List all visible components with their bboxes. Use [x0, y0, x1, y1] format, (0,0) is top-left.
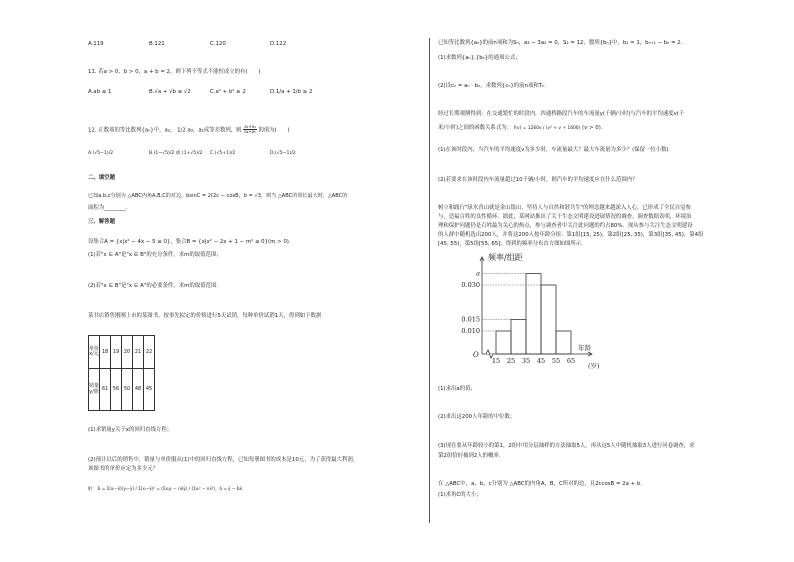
y-tick-label: 0.010: [461, 327, 480, 335]
table-cell: 61: [100, 369, 111, 411]
section-solve-heading: 三、解答题: [88, 219, 115, 225]
q11-choice-c: C.a² + b² ≥ 2: [210, 89, 246, 95]
q10-choice-d: D.122: [270, 41, 287, 47]
sol2-q2-line-2: 该图书的单价应定为多少元？: [88, 466, 159, 472]
sol2-stem: 某书店销售刚刚上市的某图书，按事先拟定的价格进行5天试销，每种单价试销1天，得到如下数据: [88, 313, 322, 319]
price-sales-table: [88, 335, 155, 411]
traffic-q1: (1)在该时段内，当汽车的平均速度v为多少时，车流量最大？最大车流量为多少？(保留一位小数): [438, 147, 669, 153]
q12-ratio-fraction: [243, 125, 256, 135]
eco-q3-line-2: 第2组恰好抽到2人的概率．: [438, 453, 505, 459]
traffic-q2: (2)若要求在该时段内车流量超过10千辆/小时，则汽车的平均速度应在什么范围内？: [438, 177, 638, 183]
histogram-bar: [526, 274, 541, 355]
traffic-formula: f(v) = 1260v / (v² + v + 1600): [513, 126, 581, 131]
table-row: [89, 369, 155, 411]
q12-choice-d: D.(√5−1)/2: [270, 151, 296, 156]
q12-stem: [88, 125, 290, 135]
table-cell: 56: [111, 369, 122, 411]
histogram-bar: [541, 285, 556, 354]
table-cell: 20: [122, 336, 133, 369]
sol2-formula-body: b̂ = Σ(xᵢ−x̄)(yᵢ−ȳ) / Σ(xᵢ−x̄)² = (Σxᵢyᵢ − nx̄ȳ) / (Σxᵢ² − nx̄²)，â = ȳ − b̂x̄．: [97, 486, 247, 491]
x-tick-label: 55: [551, 357, 561, 365]
q10-choice-a: A.119: [88, 41, 104, 47]
q10-choice-b: B.121: [149, 41, 165, 47]
fill-in-line-1: 已知a,b,c分别为 △ABC内角A,B,C的对边，bsinC = 2(2c − cosB，b = √3，则当 △ABC的周长最大时，△ABC的: [88, 193, 348, 199]
section-fill-in-heading: 二、填空题: [88, 175, 115, 181]
traffic-line-2: [438, 125, 606, 132]
q12-choice-c: C.(√5+1)/2: [210, 151, 236, 156]
eco-q3-line-1: (3)现在要从年龄较小的第1，2组中用分层抽样的方法抽取5人，再从这5人中随机抽取3人进行问卷调查，求: [438, 443, 695, 449]
x-tick-label: 45: [536, 357, 546, 365]
histogram-axes: [480, 257, 592, 358]
y-tick-label: 0.030: [461, 281, 480, 289]
x-tick-label: 65: [566, 357, 576, 365]
q12-stem-part-a: 12. 正数项的等比数列{aₙ}中，a₂，: [88, 127, 176, 134]
sol2-q2-line-1: (2)预计以后的销售中，销量与单价服从(1)中的回归直线方程，已知每册图书的成本是10元，为了获得最大利润，: [88, 457, 359, 463]
left-column: [88, 0, 413, 562]
sol2-formula: [88, 486, 246, 491]
right-column: [438, 0, 738, 562]
q12-ratio-denominator: a₄+a₅: [244, 129, 256, 135]
eco-q2: (2)求出这200人年龄的中位数；: [438, 414, 516, 420]
table-cell: 21: [133, 336, 144, 369]
seq-stem: 已知等比数列{aₙ}的前n项和为Sₙ，a₃ − 3a₂ = 0，S₂ = 12，数列{bₙ}中，b₁ = 1，bₙ₊₁ − bₙ = 2．: [438, 40, 687, 46]
q12-ratio-numerator: a₃+a₄: [244, 124, 256, 129]
traffic-line-2-tail: (v > 0)．: [582, 125, 607, 131]
q11-choice-b: B.√a + √b ≤ √2: [149, 89, 191, 95]
histogram-bar: [496, 331, 511, 354]
sol1-stem: 设集合A = {x|x² − 4x − 5 ≤ 0}，集合B = {x|x² − 2x + 1 − m² ≤ 0}(m > 0)．: [88, 239, 295, 245]
sol1-q1: (1)若"x ∈ A"是"x ∈ B"的充分条件，求m的取值范围；: [88, 252, 222, 258]
histogram-bar: [511, 320, 526, 355]
triangle-stem: 在 △ABC中，a，b，c分别为 △ABC的内角A，B，C所对的边，且2ccosB = 2a + b．: [438, 481, 646, 487]
eco-line-1: 树立和践行"绿水青山就是金山银山，坚持人与自然和谐共生"的理念越来越深入人心，已形成了全民自觉参: [438, 205, 691, 211]
table-cell: 19: [111, 336, 122, 369]
table-cell: 45: [144, 369, 155, 411]
x-tick-label: 35: [521, 357, 531, 365]
age-histogram: [438, 252, 628, 370]
table-cell: 48: [133, 369, 144, 411]
sol1-q2: (2)若"x ∈ B"是"x ∈ A"的必要条件，求m的取值范围．: [88, 283, 222, 289]
histogram-bar: [556, 331, 571, 354]
eco-line-3: 理和保护问题仍是百姓最为关心的热点，参与调查者中关注此问题的约占80%．现从参与关注生态文明建设: [438, 223, 693, 229]
q11-choice-d: D.1/a + 1/b ≥ 2: [270, 89, 313, 95]
q10-choice-c: C.120: [210, 41, 226, 47]
table-header-sales: 销量y/册: [89, 369, 100, 411]
q12-choice-b: B.(1−√5)/2 或 (1+√5)/2: [149, 151, 203, 156]
sol2-formula-label: 附：: [88, 486, 97, 491]
column-divider: [429, 38, 430, 523]
eco-line-2: 与，造福百姓的良性循环．据此，某网站推出了关于生态文明建设进展情况的调查，调查数据表明，环境治: [438, 214, 692, 220]
y-axis-title: 频率/组距: [488, 253, 523, 262]
y-tick-label: a: [476, 269, 480, 278]
x-tick-label: 15: [491, 357, 501, 365]
eco-line-4: 的人群中随机选出200人，并将这200人按年龄分组：第1组[15, 25)，第2组[25, 35)，第3组[35, 45)，第4组: [438, 232, 704, 238]
sol2-q1: (1)求销量y关于x的回归直线方程；: [88, 427, 173, 433]
table-cell: 22: [144, 336, 155, 369]
table-row: [89, 336, 155, 369]
q11-stem: 11. 若a > 0，b > 0，a + b = 2，则下列不等式不能恒成立的有( ): [88, 69, 261, 75]
x-tick-label: 25: [506, 357, 516, 365]
q12-stem-part-c: 的值为( ): [258, 127, 290, 134]
triangle-q1: (1)求角C的大小；: [438, 492, 482, 498]
x-axis-title: 年龄: [578, 344, 591, 352]
table-header-price: 单价x/元: [89, 336, 100, 369]
q11-choice-a: A.ab ≤ 1: [88, 89, 112, 95]
traffic-line-2-text: 米/小时)之间的函数关系式为：: [438, 125, 512, 131]
traffic-line-1: 经过长期观测得到：在交通繁忙的时段内，四通桥路段汽车的车流量y(千辆/小时)与汽车的平均速度v(千: [438, 111, 685, 117]
y-tick-label: 0.015: [461, 315, 480, 324]
eco-q1: (1)求出a的值；: [438, 386, 476, 392]
x-axis-unit: (岁): [588, 362, 600, 370]
fill-in-line-2: 面积为________．: [88, 205, 132, 211]
eco-line-5: [45, 55)，第5组[55, 65]，得到的频率分布直方图如图所示．: [438, 241, 587, 247]
origin-label: O: [473, 351, 479, 359]
seq-q1: (1)求数列{aₙ},{bₙ}的通项公式；: [438, 55, 521, 61]
histogram-bars: [496, 274, 571, 355]
table-cell: 18: [100, 336, 111, 369]
table-cell: 50: [122, 369, 133, 411]
q12-choice-a: A.(√5−1)/2: [88, 151, 114, 156]
seq-q2: (2)设cₙ = aₙ · bₙ，求数列{cₙ}的前n项和Tₙ．: [438, 83, 550, 89]
q12-half-fraction: 1/2: [177, 127, 186, 134]
q12-stem-part-b: a₃，a₁成等差数列，则: [187, 127, 242, 134]
